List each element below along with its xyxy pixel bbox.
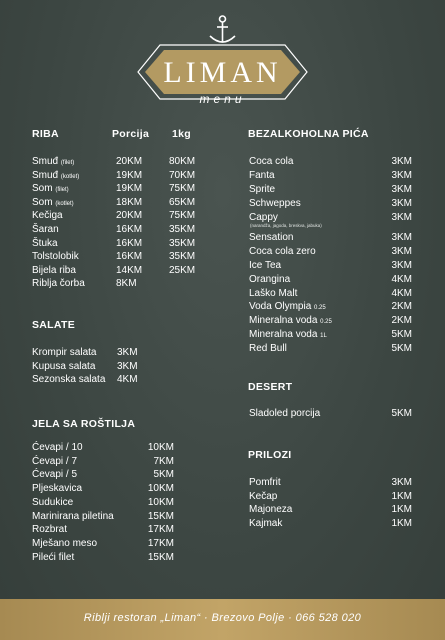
menu-row	[0, 260, 445, 274]
item-price: 1KM	[391, 490, 412, 502]
item-name	[249, 315, 332, 326]
item-note: (filet)	[55, 187, 69, 194]
item-price-portion: 18KM	[116, 196, 143, 208]
logo-name: LIMAN	[163, 56, 282, 89]
menu-row	[0, 232, 445, 246]
item-name	[249, 212, 278, 223]
menu-row	[0, 518, 445, 532]
item-price-kg: 65KM	[169, 196, 196, 208]
item-name: Krompir salata	[32, 347, 97, 358]
item-price-portion: 19KM	[116, 183, 143, 195]
item-price-portion: 20KM	[116, 210, 143, 222]
column-header-portion: Porcija	[112, 128, 150, 140]
menu-row	[0, 361, 445, 375]
item-name-text: Orangina	[249, 274, 291, 285]
anchor-icon	[210, 16, 235, 42]
section-title-riba: RIBA	[32, 128, 59, 140]
item-price: 3KM	[391, 156, 412, 167]
menu-row	[0, 442, 445, 456]
item-name	[249, 274, 290, 285]
item-name	[249, 198, 301, 209]
item-name: Pileći filet	[32, 551, 75, 563]
item-price: 10KM	[147, 442, 174, 453]
item-price-portion: 19KM	[116, 169, 143, 181]
item-price: 3KM	[391, 198, 412, 209]
item-name	[249, 260, 281, 271]
menu-row	[0, 246, 445, 263]
item-price-kg: 35KM	[169, 237, 196, 249]
item-name: Sezonska salata	[32, 374, 106, 386]
logo-subtitle: menu	[199, 92, 246, 106]
item-price: 3KM	[391, 184, 412, 195]
menu-row	[0, 198, 445, 212]
item-price: 3KM	[391, 246, 412, 257]
section-title-prilozi: PRILOZI	[248, 449, 292, 461]
item-name-text: Štuka	[32, 237, 58, 249]
item-name	[249, 343, 287, 354]
item-name: Sudukice	[32, 496, 74, 508]
item-name-text: Bijela riba	[32, 264, 76, 276]
menu-row	[0, 274, 445, 288]
item-name-text: Ice Tea	[249, 260, 282, 271]
menu-row	[0, 504, 445, 518]
item-name-text: Cappy	[249, 212, 278, 223]
item-price: 2KM	[391, 315, 412, 326]
item-price-portion: 20KM	[116, 156, 143, 167]
item-name	[249, 170, 275, 181]
item-price: 17KM	[147, 524, 174, 536]
item-price: 4KM	[391, 274, 412, 285]
footer-bar	[0, 599, 445, 640]
menu-row	[0, 343, 445, 357]
item-name-text: Riblja čorba	[32, 278, 85, 290]
item-price-kg: 35KM	[169, 251, 196, 263]
menu-row	[0, 552, 445, 566]
item-name-text: Coca cola zero	[249, 246, 316, 257]
item-name-text: Red Bull	[249, 343, 287, 354]
item-name-text: Fanta	[249, 170, 275, 181]
item-name: Pljeskavica	[32, 483, 83, 495]
menu-row	[0, 491, 445, 505]
item-name-text: Sensation	[249, 232, 294, 243]
item-note: (filet)	[60, 160, 75, 166]
menu-row	[0, 170, 445, 184]
item-price: 3KM	[391, 232, 412, 243]
item-price: 4KM	[391, 288, 412, 299]
item-name: Ćevapi / 7	[32, 455, 78, 467]
item-price: 3KM	[391, 170, 412, 181]
menu-row	[0, 301, 445, 315]
menu-row	[0, 374, 445, 388]
menu-row	[0, 477, 445, 491]
menu-row	[0, 156, 445, 170]
item-name-text: Sprite	[249, 184, 276, 195]
item-price-kg: 25KM	[169, 264, 196, 276]
item-price: 3KM	[391, 477, 412, 488]
menu-row	[0, 288, 445, 302]
menu-row	[0, 184, 445, 198]
item-name-text: Som	[32, 183, 53, 195]
menu-row	[0, 329, 445, 343]
item-name: Pomfrit	[249, 477, 281, 488]
footer-text: Riblji restoran „Liman“ · Brezovo Polje · 066 528 020	[83, 612, 362, 624]
item-price: 1KM	[391, 504, 412, 516]
item-price: 5KM	[391, 329, 412, 340]
item-price-kg: 80KM	[169, 156, 196, 167]
column-header-kg: 1kg	[172, 128, 191, 140]
item-price-portion: 14KM	[116, 264, 143, 276]
item-price: 3KM	[391, 260, 412, 271]
item-note: 1L	[320, 333, 327, 339]
item-note: 0.25	[320, 319, 332, 325]
item-name-text: Voda Olympia	[249, 301, 312, 312]
item-price: 4KM	[117, 374, 138, 386]
item-price: 15KM	[147, 551, 174, 563]
item-name-text: Laško Malt	[249, 288, 298, 299]
menu-row	[0, 212, 445, 226]
item-price-portion: 16KM	[116, 251, 143, 263]
item-price: 3KM	[391, 212, 412, 223]
item-price-portion: 8KM	[116, 278, 137, 290]
item-name	[249, 232, 293, 243]
item-name	[249, 329, 327, 340]
item-price: 3KM	[117, 347, 138, 358]
item-name-text: Schweppes	[249, 198, 301, 209]
item-name: Majoneza	[249, 504, 293, 516]
item-name-text: Mineralna voda	[249, 315, 318, 326]
section-title-desert: DESERT	[248, 381, 293, 393]
item-price: 7KM	[153, 455, 174, 467]
item-price: 5KM	[153, 469, 174, 481]
item-note: (kotlet)	[60, 173, 80, 180]
item-price-kg: 35KM	[169, 224, 196, 235]
item-price-kg: 75KM	[169, 183, 196, 195]
item-note: (kotlet)	[55, 200, 74, 207]
item-price-portion: 16KM	[116, 224, 143, 235]
item-price-kg: 70KM	[169, 169, 196, 181]
item-price-portion: 16KM	[116, 237, 143, 249]
menu-row	[0, 538, 445, 552]
item-price: 5KM	[391, 408, 412, 419]
item-price: 17KM	[147, 537, 174, 549]
item-name-text: Som	[32, 196, 53, 208]
item-price: 1KM	[391, 518, 412, 530]
item-name	[249, 246, 316, 257]
item-name	[249, 301, 326, 312]
item-name-text: Kečiga	[32, 210, 63, 222]
item-price: 3KM	[117, 360, 138, 372]
item-price: 5KM	[391, 343, 412, 354]
item-name	[249, 184, 275, 195]
item-name-text: Smuđ	[32, 156, 59, 167]
item-name: Sladoled porcija	[249, 408, 321, 419]
item-name: Ćevapi / 5	[32, 469, 78, 481]
menu-row	[0, 408, 445, 422]
item-price: 10KM	[147, 496, 174, 508]
item-name-text: Šaran	[32, 224, 59, 235]
item-name: Marinirana piletina	[32, 510, 114, 522]
item-note: 0.25	[314, 305, 326, 311]
item-name-text: Tolstolobik	[32, 251, 79, 263]
item-price: 2KM	[391, 301, 412, 312]
item-name-text: Mineralna voda	[249, 329, 318, 340]
item-name: Kajmak	[249, 518, 283, 530]
item-name: Mješano meso	[32, 537, 98, 549]
item-price: 10KM	[147, 483, 174, 495]
item-name: Kečap	[249, 490, 278, 502]
section-title-rostilj: JELA SA ROŠTILJA	[32, 418, 136, 430]
item-price: 15KM	[147, 510, 174, 522]
item-name: Ćevapi / 10	[32, 442, 83, 453]
item-price-kg: 75KM	[169, 210, 196, 222]
cappy-flavors-note: (narandža, jagoda, breskva, jabuka)	[250, 223, 322, 228]
item-name-text: Coca cola	[249, 156, 294, 167]
section-title-pica: BEZALKOHOLNA PIĆA	[248, 128, 369, 140]
item-name: Rozbrat	[32, 524, 68, 536]
item-name-text: Smuđ	[32, 169, 59, 181]
section-title-salate: SALATE	[32, 319, 76, 331]
item-name	[249, 288, 297, 299]
menu-row	[0, 315, 445, 329]
menu-row	[0, 456, 445, 470]
item-name	[249, 156, 293, 167]
item-name: Kupusa salata	[32, 360, 96, 372]
